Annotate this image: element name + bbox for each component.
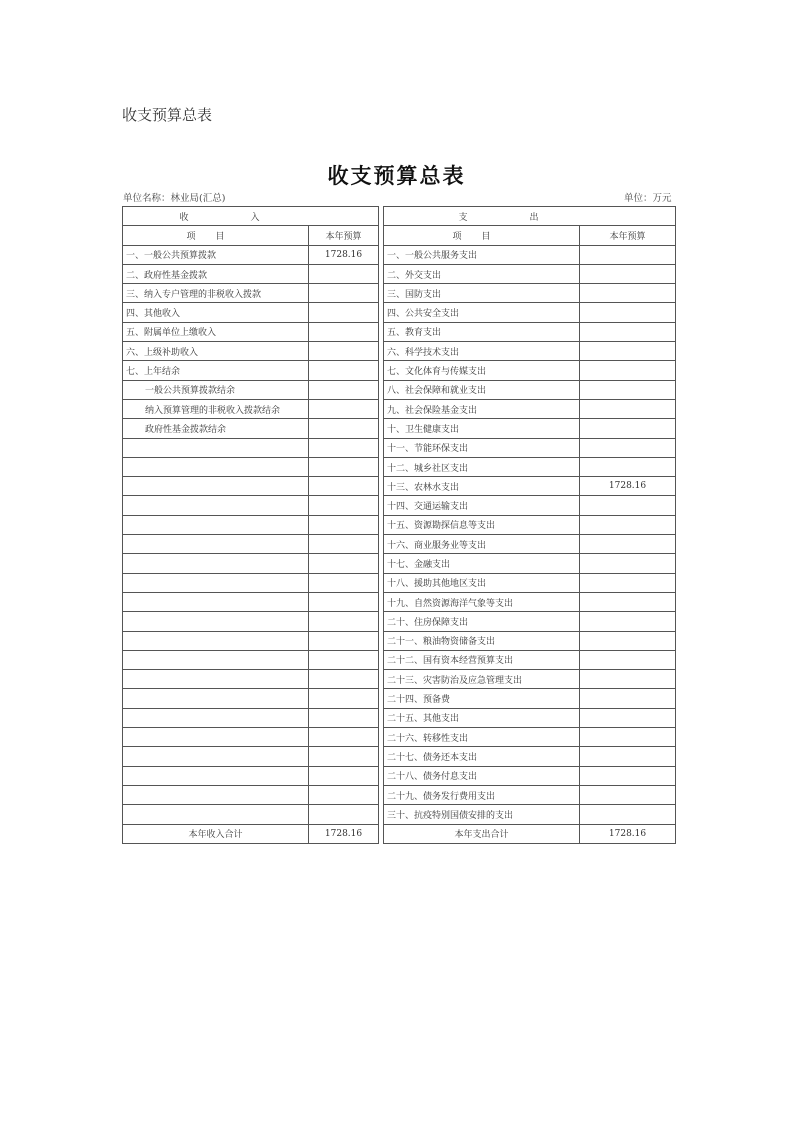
income-item: 四、其他收入 (123, 303, 309, 322)
income-item: 五、附属单位上缴收入 (123, 322, 309, 341)
expense-budget-header: 本年预算 (580, 226, 676, 245)
income-value (309, 728, 379, 747)
expense-value (580, 535, 676, 554)
expense-item: 二十三、灾害防治及应急管理支出 (384, 670, 580, 689)
expense-value (580, 284, 676, 303)
expense-item: 十三、农林水支出 (384, 477, 580, 496)
table-row (123, 612, 676, 631)
table-row (123, 264, 676, 283)
income-value (309, 457, 379, 476)
expense-item: 二十六、转移性支出 (384, 728, 580, 747)
income-value (309, 477, 379, 496)
expense-item: 一、一般公共服务支出 (384, 245, 580, 264)
income-value (309, 592, 379, 611)
table-row (123, 689, 676, 708)
expense-value (580, 515, 676, 534)
income-total-value: 1728.16 (309, 824, 379, 843)
section-header-row (123, 207, 676, 226)
table-row (123, 457, 676, 476)
income-value (309, 264, 379, 283)
income-item: 一、一般公共预算拨款 (123, 245, 309, 264)
table-row (123, 708, 676, 727)
income-value (309, 303, 379, 322)
income-value (309, 708, 379, 727)
expense-value (580, 554, 676, 573)
income-value (309, 322, 379, 341)
income-value (309, 650, 379, 669)
expense-value (580, 805, 676, 824)
table-row (123, 496, 676, 515)
expense-item: 六、科学技术支出 (384, 342, 580, 361)
expense-value (580, 380, 676, 399)
income-item (123, 805, 309, 824)
expense-item: 十八、援助其他地区支出 (384, 573, 580, 592)
income-value (309, 438, 379, 457)
table-row (123, 535, 676, 554)
expense-value (580, 785, 676, 804)
expense-value (580, 612, 676, 631)
income-item (123, 535, 309, 554)
expense-value (580, 728, 676, 747)
expense-value (580, 670, 676, 689)
table-row (123, 631, 676, 650)
budget-table (122, 206, 676, 844)
expense-value (580, 573, 676, 592)
expense-value (580, 457, 676, 476)
expense-item: 七、文化体育与传媒支出 (384, 361, 580, 380)
income-item (123, 785, 309, 804)
expense-item: 十六、商业服务业等支出 (384, 535, 580, 554)
income-item: 三、纳入专户管理的非税收入拨款 (123, 284, 309, 303)
expense-value (580, 766, 676, 785)
expense-value (580, 708, 676, 727)
expense-value (580, 361, 676, 380)
income-item (123, 477, 309, 496)
income-item: 七、上年结余 (123, 361, 309, 380)
expense-item: 十九、自然资源海洋气象等支出 (384, 592, 580, 611)
income-item: 二、政府性基金拨款 (123, 264, 309, 283)
income-value (309, 785, 379, 804)
income-value (309, 766, 379, 785)
income-value: 1728.16 (309, 245, 379, 264)
expense-item: 五、教育支出 (384, 322, 580, 341)
expense-item-header: 项目 (384, 226, 580, 245)
page-label: 收支预算总表 (122, 106, 213, 124)
budget-table-body (123, 207, 676, 844)
income-item (123, 438, 309, 457)
expense-item: 八、社会保障和就业支出 (384, 380, 580, 399)
expense-value (580, 650, 676, 669)
expense-item: 十二、城乡社区支出 (384, 457, 580, 476)
expense-header: 支出 (384, 207, 676, 226)
expense-item: 二十八、债务付息支出 (384, 766, 580, 785)
table-row (123, 284, 676, 303)
expense-item: 十四、交通运输支出 (384, 496, 580, 515)
income-item (123, 747, 309, 766)
income-value (309, 399, 379, 418)
table-row (123, 399, 676, 418)
income-item (123, 708, 309, 727)
expense-value (580, 303, 676, 322)
table-row (123, 805, 676, 824)
expense-total-label: 本年支出合计 (384, 824, 580, 843)
income-item (123, 515, 309, 534)
income-budget-header: 本年预算 (309, 226, 379, 245)
income-total-label: 本年收入合计 (123, 824, 309, 843)
income-value (309, 747, 379, 766)
income-item (123, 573, 309, 592)
table-row (123, 322, 676, 341)
expense-item: 二十一、粮油物资储备支出 (384, 631, 580, 650)
table-row (123, 766, 676, 785)
income-value (309, 361, 379, 380)
expense-item: 二十四、预备费 (384, 689, 580, 708)
income-value (309, 380, 379, 399)
expense-value (580, 689, 676, 708)
income-value (309, 670, 379, 689)
expense-item: 二十、住房保障支出 (384, 612, 580, 631)
income-item (123, 728, 309, 747)
expense-value (580, 631, 676, 650)
expense-item: 十五、资源勘探信息等支出 (384, 515, 580, 534)
income-item (123, 766, 309, 785)
expense-item: 二十五、其他支出 (384, 708, 580, 727)
table-row (123, 245, 676, 264)
income-value (309, 419, 379, 438)
income-value (309, 805, 379, 824)
income-header: 收入 (123, 207, 379, 226)
income-item (123, 612, 309, 631)
table-row (123, 728, 676, 747)
expense-item: 二十九、债务发行费用支出 (384, 785, 580, 804)
income-item-header: 项目 (123, 226, 309, 245)
income-item (123, 457, 309, 476)
expense-value (580, 342, 676, 361)
table-row (123, 670, 676, 689)
income-value (309, 284, 379, 303)
income-item (123, 689, 309, 708)
income-item: 政府性基金拨款结余 (123, 419, 309, 438)
expense-value (580, 496, 676, 515)
income-item (123, 650, 309, 669)
expense-item: 十七、金融支出 (384, 554, 580, 573)
income-item: 一般公共预算拨款结余 (123, 380, 309, 399)
expense-value (580, 747, 676, 766)
expense-item: 三、国防支出 (384, 284, 580, 303)
income-item: 六、上级补助收入 (123, 342, 309, 361)
income-value (309, 631, 379, 650)
expense-total-value: 1728.16 (580, 824, 676, 843)
income-value (309, 342, 379, 361)
table-row (123, 438, 676, 457)
income-value (309, 515, 379, 534)
expense-item: 九、社会保险基金支出 (384, 399, 580, 418)
table-row (123, 747, 676, 766)
page-title: 收支预算总表 (327, 163, 466, 188)
unit-money: 单位：万元 (624, 193, 672, 204)
expense-item: 二十七、债务还本支出 (384, 747, 580, 766)
income-value (309, 535, 379, 554)
table-row (123, 303, 676, 322)
table-row (123, 785, 676, 804)
expense-item: 三十、抗疫特别国债安排的支出 (384, 805, 580, 824)
totals-row (123, 824, 676, 843)
income-value (309, 573, 379, 592)
income-value (309, 612, 379, 631)
income-item (123, 592, 309, 611)
table-row (123, 554, 676, 573)
expense-value (580, 264, 676, 283)
table-row (123, 342, 676, 361)
table-row (123, 477, 676, 496)
expense-value (580, 419, 676, 438)
income-item (123, 496, 309, 515)
expense-value (580, 438, 676, 457)
expense-item: 四、公共安全支出 (384, 303, 580, 322)
income-item (123, 554, 309, 573)
expense-value (580, 592, 676, 611)
expense-value (580, 322, 676, 341)
column-header-row (123, 226, 676, 245)
expense-item: 二十二、国有资本经营预算支出 (384, 650, 580, 669)
table-row (123, 592, 676, 611)
table-row (123, 650, 676, 669)
expense-item: 十、卫生健康支出 (384, 419, 580, 438)
income-value (309, 689, 379, 708)
table-row (123, 380, 676, 399)
income-item (123, 670, 309, 689)
income-value (309, 496, 379, 515)
expense-item: 二、外交支出 (384, 264, 580, 283)
expense-value (580, 399, 676, 418)
table-row (123, 419, 676, 438)
income-value (309, 554, 379, 573)
expense-value (580, 245, 676, 264)
unit-name: 单位名称：林业局(汇总) (123, 193, 226, 204)
expense-item: 十一、节能环保支出 (384, 438, 580, 457)
income-item: 纳入预算管理的非税收入拨款结余 (123, 399, 309, 418)
table-row (123, 573, 676, 592)
income-item (123, 631, 309, 650)
expense-value: 1728.16 (580, 477, 676, 496)
table-row (123, 515, 676, 534)
table-row (123, 361, 676, 380)
